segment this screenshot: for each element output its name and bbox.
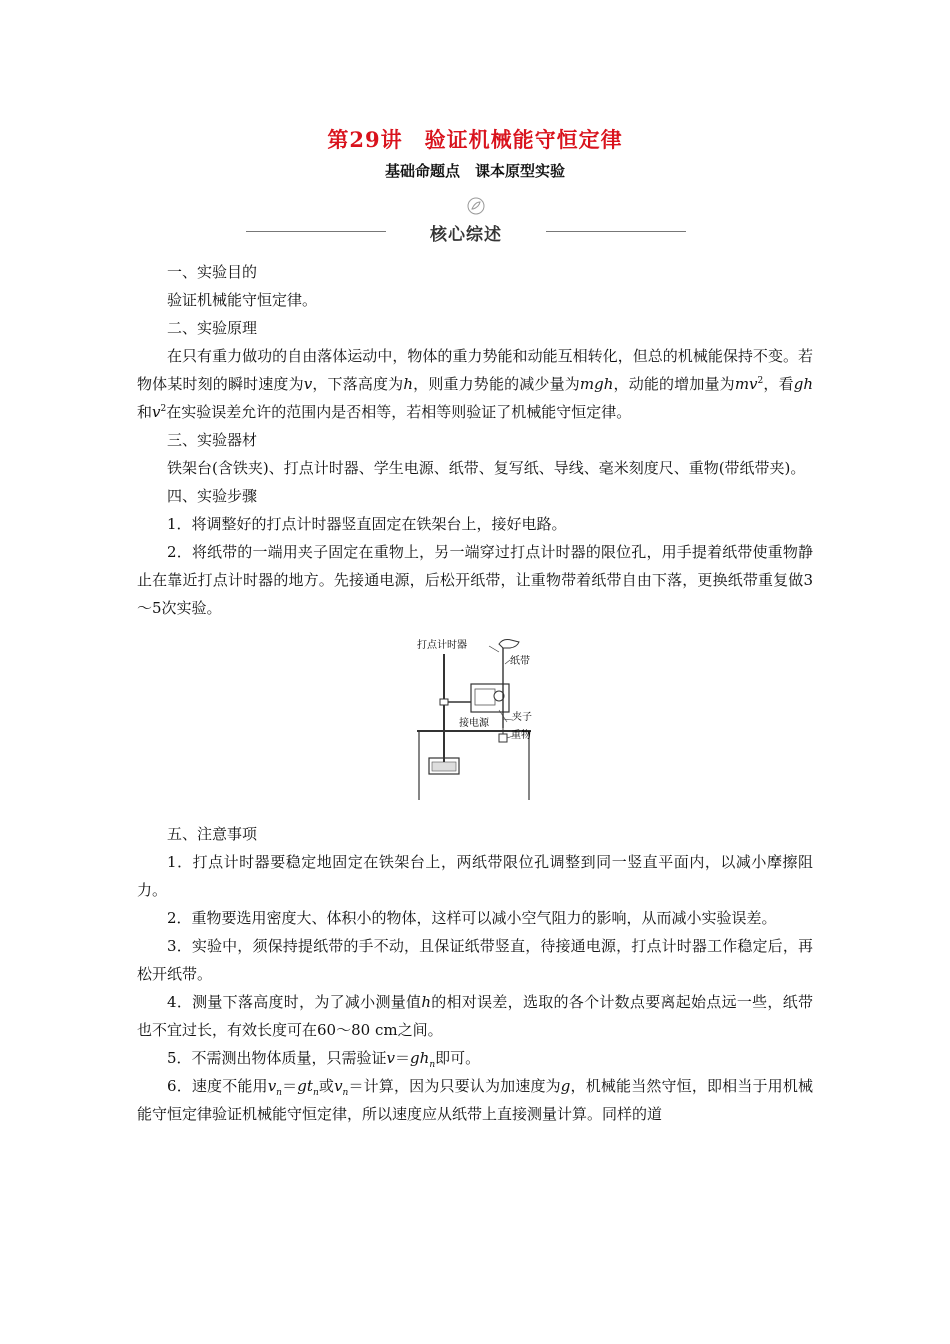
section-header bbox=[246, 220, 686, 245]
aim-heading: 一、实验目的 bbox=[167, 263, 258, 281]
note-4: 4．测量下落高度时，为了减小测量值h的相对误差，选取的各个计数点要离起始点远一些，纸带也不宜过长，有效长度可在60～80 cm之间。 bbox=[137, 993, 813, 1039]
label-tape: 纸带 bbox=[510, 656, 530, 667]
leaf-emblem-icon bbox=[467, 197, 485, 215]
label-timer: 打点计时器 bbox=[417, 640, 467, 651]
equipment-heading: 三、实验器材 bbox=[167, 431, 258, 449]
document-body bbox=[137, 258, 813, 1128]
note-1: 1．打点计时器要稳定地固定在铁架台上，两纸带限位孔调整到同一竖直平面内，以减小摩擦阻力。 bbox=[137, 853, 813, 899]
equipment-text: 铁架台(含铁夹)、打点计时器、学生电源、纸带、复写纸、导线、毫米刻度尺、重物(带纸带夹)。 bbox=[167, 459, 806, 477]
page-subtitle: 基础命题点 课本原型实验 bbox=[384, 162, 565, 180]
aim-text: 验证机械能守恒定律。 bbox=[167, 291, 318, 309]
label-clip: 夹子 bbox=[512, 712, 532, 723]
label-weight: 重物 bbox=[511, 730, 531, 741]
page-title: 第29讲 验证机械能守恒定律 bbox=[327, 127, 623, 152]
step-1: 1．将调整好的打点计时器竖直固定在铁架台上，接好电路。 bbox=[167, 515, 567, 533]
principle-text: 在只有重力做功的自由落体运动中，物体的重力势能和动能互相转化，但总的机械能保持不变。若物体某时刻的瞬时速度为v，下落高度为h，则重力势能的减少量为mgh，动能的增加量为$mv^2$，看gh和$v^2$在实验误差允许的范围内是否相等，若相等则验证了机械能守恒定律。 bbox=[137, 347, 813, 421]
step-2: 2．将纸带的一端用夹子固定在重物上，另一端穿过打点计时器的限位孔，用手提着纸带使重物静止在靠近打点计时器的地方。先接通电源，后松开纸带，让重物带着纸带自由下落，更换纸带重复做3～5次实验。 bbox=[137, 543, 813, 617]
notes-heading: 五、注意事项 bbox=[167, 825, 258, 843]
weight-block bbox=[499, 734, 507, 742]
hand bbox=[499, 640, 519, 649]
note-5: 5．不需测出物体质量，只需验证$v=gh_n$即可。 bbox=[167, 1049, 481, 1070]
principle-heading: 二、实验原理 bbox=[167, 319, 258, 337]
note-6: 6．速度不能用$v_n=gt_n$或$v_n=$计算，因为只要认为加速度为g，机械能当然守恒，即相当于用机械能守恒定律验证机械能守恒定律，所以速度应从纸带上直接测量计算。同样的道 bbox=[137, 1077, 813, 1123]
divider-right bbox=[546, 231, 686, 232]
note-3: 3．实验中，须保持提纸带的手不动，且保证纸带竖直，待接通电源，打点计时器工作稳定后，再松开纸带。 bbox=[137, 937, 813, 983]
apparatus-figure bbox=[415, 634, 535, 802]
label-power: 接电源 bbox=[459, 718, 489, 729]
steps-heading: 四、实验步骤 bbox=[167, 487, 258, 505]
note-2: 2．重物要选用密度大、体积小的物体，这样可以减小空气阻力的影响，从而减小实验误差。 bbox=[167, 909, 777, 927]
section-title: 核心综述 bbox=[430, 225, 502, 245]
